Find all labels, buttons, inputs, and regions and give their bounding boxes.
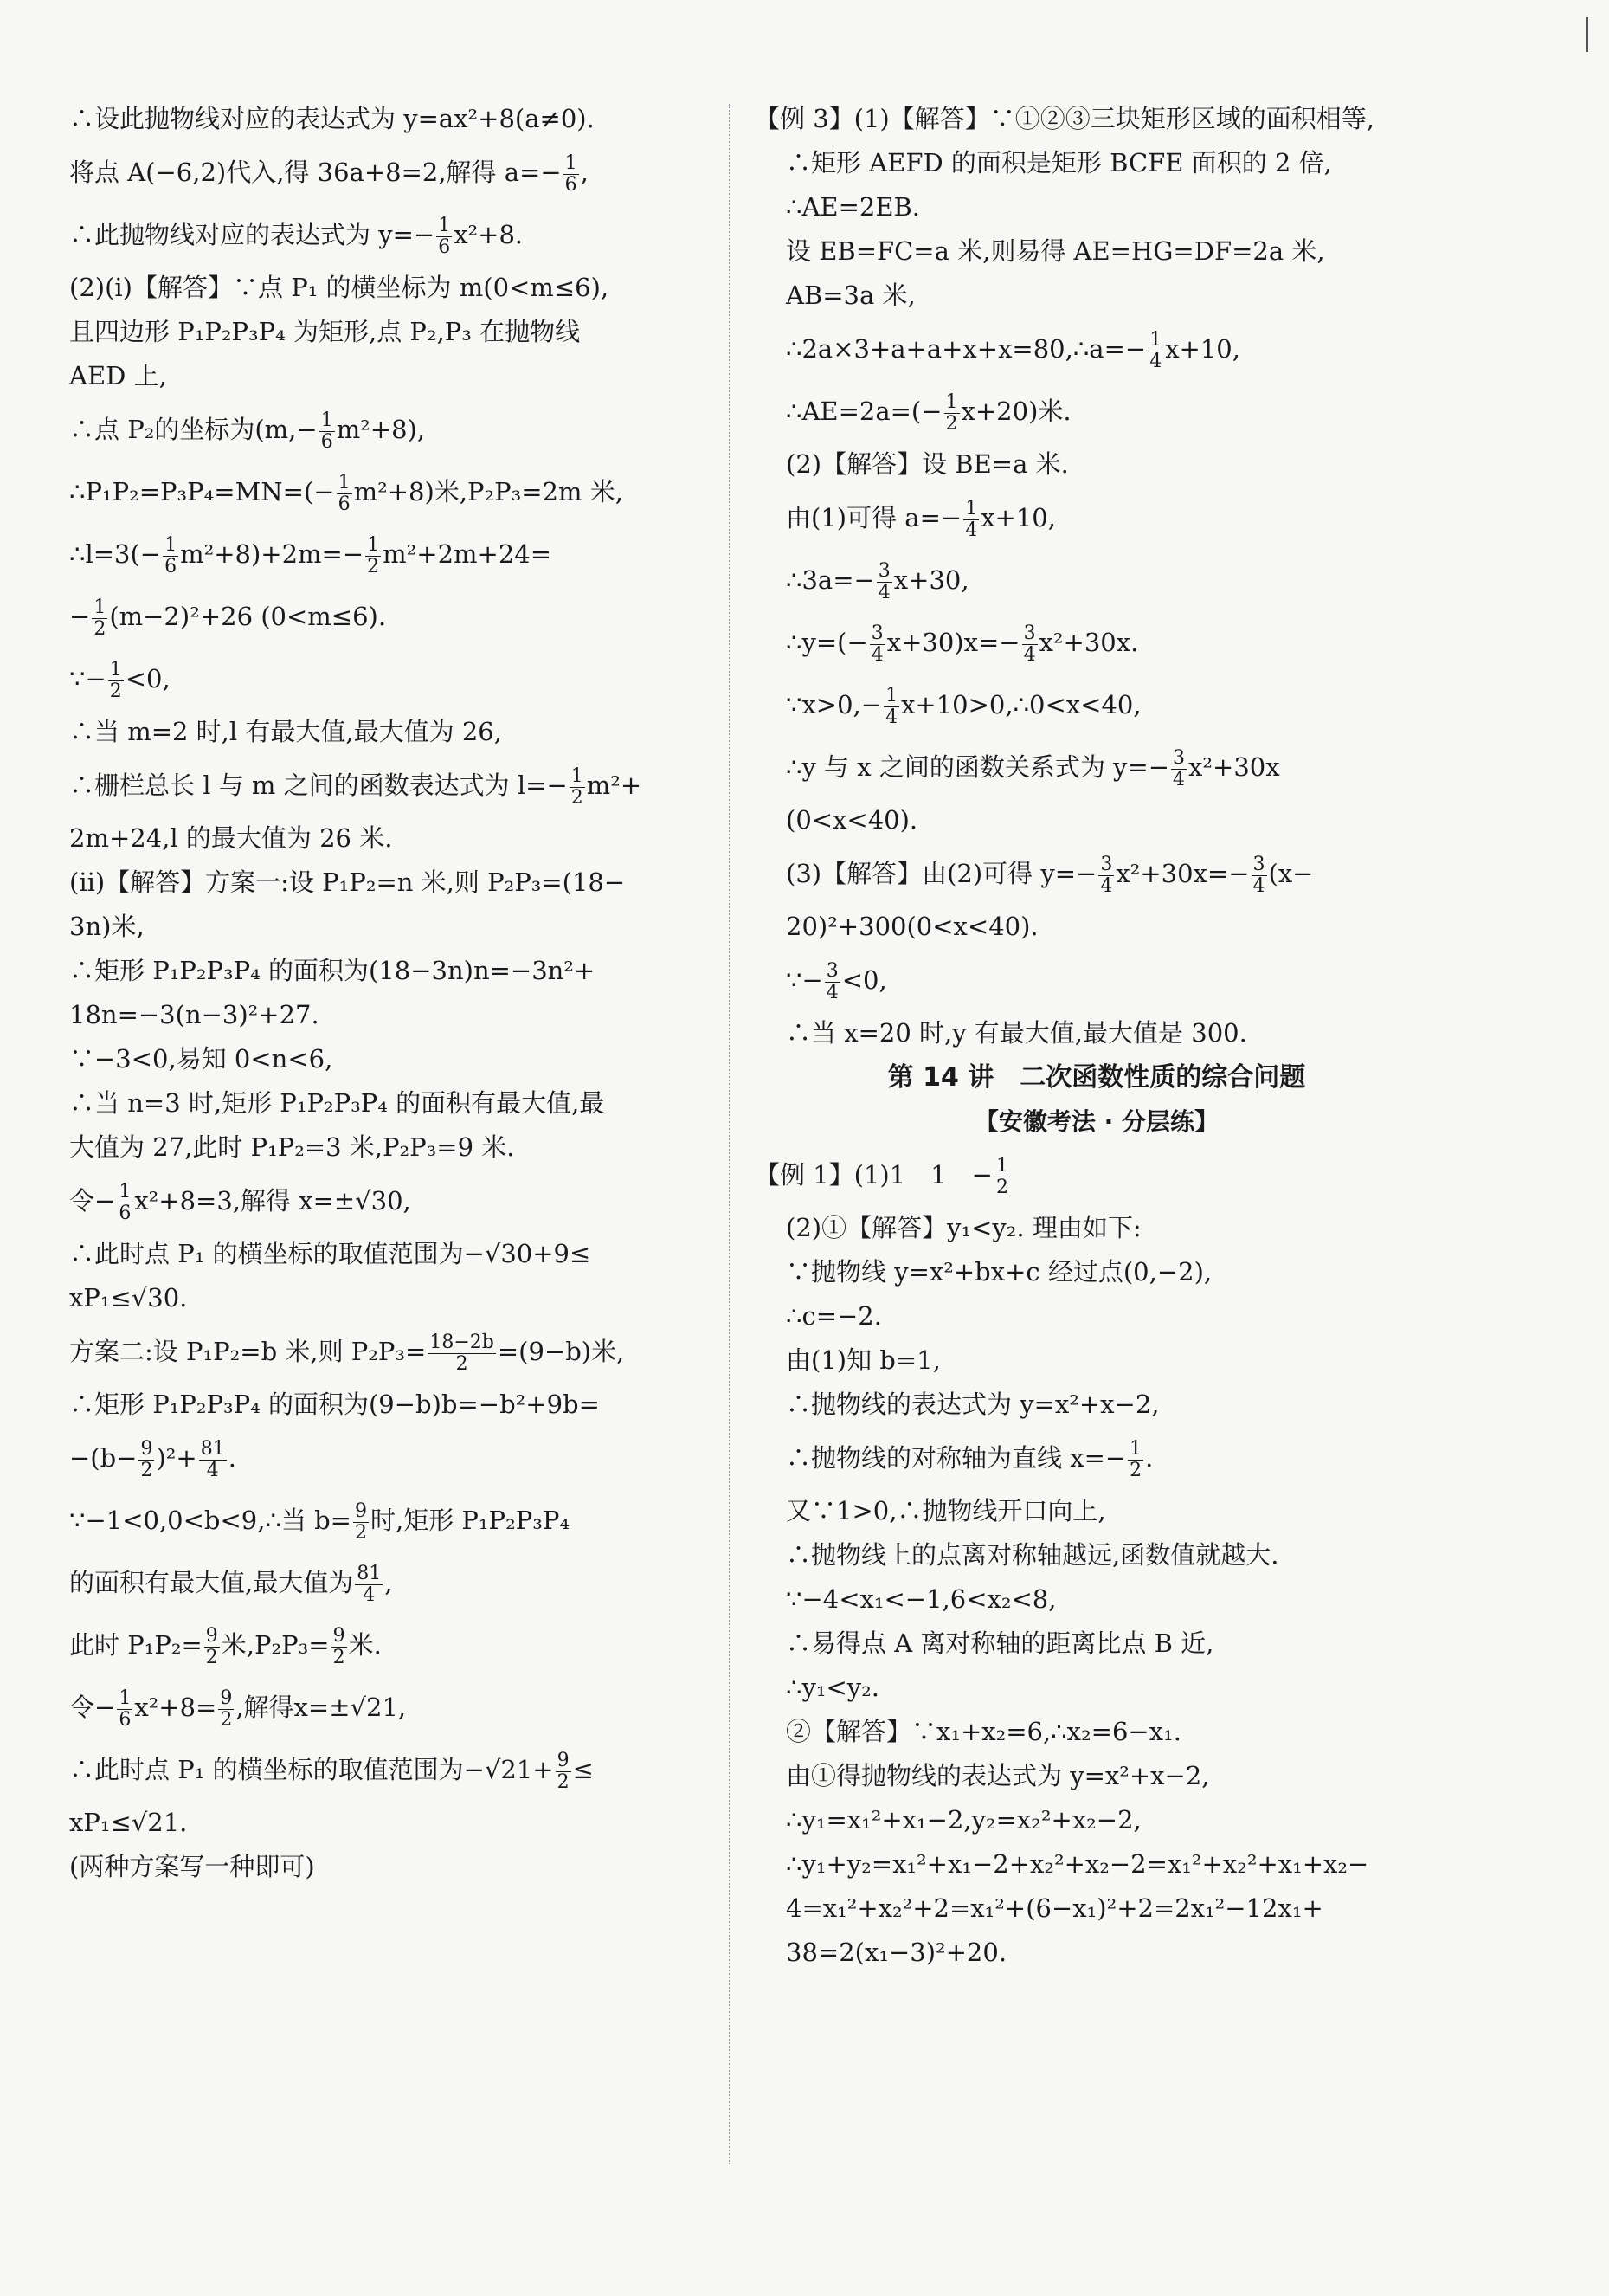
- text-line: 由①得抛物线的表达式为 y=x²+x−2,: [786, 1761, 1210, 1790]
- text-line: (3)【解答】由(2)可得 y=− $\frac{3}{4}$ x²+30x=− $\frac{3}{4}$ (x−: [786, 854, 1314, 897]
- example-1-title: 【例 1】(1)1 1 − $\frac{1}{2}$: [755, 1155, 1008, 1198]
- text-line: ∴抛物线的对称轴为直线 x=− $\frac{1}{2}$ .: [786, 1438, 1154, 1481]
- text-line: ∴3a=− $\frac{3}{4}$ x+30,: [786, 560, 969, 603]
- fraction: $\frac{1}{6}$: [119, 1687, 132, 1731]
- text-line: ∴l=3(− $\frac{1}{6}$ m²+8)+2m=− $\frac{1}{2}$ m²+2m+24=: [69, 534, 552, 577]
- text-line: ∵− $\frac{1}{2}$ <0,: [69, 659, 171, 702]
- fraction: $\frac{3}{4}$: [1252, 854, 1265, 897]
- fraction: $\frac{1}{2}$: [1130, 1438, 1142, 1481]
- column-divider: [729, 104, 730, 2164]
- text-line: ∴c=−2.: [786, 1301, 882, 1331]
- text-line: ∴易得点 A 离对称轴的距离比点 B 近,: [786, 1628, 1214, 1658]
- fraction: $\frac{1}{6}$: [320, 410, 333, 453]
- text-line: ∴此时点 P₁ 的横坐标的取值范围为−√30+9≤: [69, 1239, 591, 1268]
- text-line: (两种方案写一种即可): [69, 1852, 315, 1881]
- text-line: 此时 P₁P₂= $\frac{9}{2}$ 米,P₂P₃= $\frac{9}{2}$ 米.: [69, 1625, 382, 1668]
- text-line: ∴点 P₂的坐标为(m,− $\frac{1}{6}$ m²+8),: [69, 410, 426, 453]
- text-line: ∴y₁<y₂.: [786, 1673, 879, 1702]
- fraction: $\frac{9}{2}$: [557, 1750, 570, 1793]
- text-line: 2m+24,l 的最大值为 26 米.: [69, 823, 393, 853]
- text-line: ∴当 m=2 时,l 有最大值,最大值为 26,: [69, 717, 502, 746]
- text-line: 设 EB=FC=a 米,则易得 AE=HG=DF=2a 米,: [786, 236, 1325, 266]
- fraction: $\frac{1}{2}$: [945, 391, 958, 435]
- text-line: 的面积有最大值,最大值为 $\frac{81}{4}$ ,: [69, 1563, 393, 1606]
- text-line: ∴当 x=20 时,y 有最大值,最大值是 300.: [786, 1018, 1247, 1048]
- fraction: $\frac{18-2b}{2}$: [429, 1332, 494, 1375]
- fraction: $\frac{3}{4}$: [871, 622, 884, 666]
- right-column: [755, 97, 1438, 1975]
- text-line: ∴栅栏总长 l 与 m 之间的函数表达式为 l=− $\frac{1}{2}$ m²+: [69, 765, 642, 809]
- fraction: $\frac{9}{2}$: [220, 1687, 233, 1731]
- text-line: (2)(ⅰ)【解答】∵点 P₁ 的横坐标为 m(0<m≤6),: [69, 273, 609, 302]
- fraction: $\frac{9}{2}$: [140, 1438, 153, 1481]
- text-line: ∴AE=2EB.: [786, 192, 921, 222]
- text-line: ∵−1<0,0<b<9,∴当 b= $\frac{9}{2}$ 时,矩形 P₁P₂P₃P₄: [69, 1500, 570, 1544]
- text-line: AED 上,: [69, 361, 167, 390]
- text-line: 将点 A(−6,2)代入,得 36a+8=2,解得 a=− $\frac{1}{6}$ ,: [69, 152, 589, 196]
- text-line: 令− $\frac{1}{6}$ x²+8= $\frac{9}{2}$ ,解得x=±√21,: [69, 1687, 407, 1731]
- fraction: $\frac{1}{6}$: [338, 472, 351, 515]
- text-line: ∴矩形 AEFD 的面积是矩形 BCFE 面积的 2 倍,: [786, 148, 1332, 177]
- text-line: −(b− $\frac{9}{2}$ )²+ $\frac{81}{4}$ .: [69, 1438, 236, 1481]
- fraction: $\frac{3}{4}$: [826, 960, 839, 1003]
- fraction: $\frac{1}{2}$: [109, 659, 122, 702]
- fraction: $\frac{1}{2}$: [570, 765, 583, 809]
- text-line: ∴AE=2a=(− $\frac{1}{2}$ x+20)米.: [786, 391, 1072, 435]
- fraction: $\frac{1}{4}$: [1149, 329, 1162, 372]
- text-line: ∵−3<0,易知 0<n<6,: [69, 1044, 333, 1074]
- text-line: ∴设此抛物线对应的表达式为 y=ax²+8(a≠0).: [69, 104, 595, 133]
- fraction: $\frac{3}{4}$: [1100, 854, 1113, 897]
- page-edge-mark: [1586, 17, 1588, 52]
- text-line: 由(1)可得 a=− $\frac{1}{4}$ x+10,: [786, 498, 1056, 541]
- text-line: ∴抛物线的表达式为 y=x²+x−2,: [786, 1390, 1160, 1419]
- text-line: ∵x>0,− $\frac{1}{4}$ x+10>0,∴0<x<40,: [786, 685, 1142, 728]
- text-line: ∴当 n=3 时,矩形 P₁P₂P₃P₄ 的面积有最大值,最: [69, 1088, 605, 1118]
- fraction: $\frac{81}{4}$: [357, 1563, 382, 1606]
- text-line: xP₁≤√30.: [69, 1283, 188, 1312]
- text-line: 38=2(x₁−3)²+20.: [786, 1938, 1007, 1967]
- text-line: ∴2a×3+a+a+x+x=80,∴a=− $\frac{1}{4}$ x+10,: [786, 329, 1240, 372]
- fraction: $\frac{1}{4}$: [965, 498, 978, 541]
- fraction: $\frac{81}{4}$: [200, 1438, 225, 1481]
- text-line: 方案二:设 P₁P₂=b 米,则 P₂P₃= $\frac{18-2b}{2}$ =(9−b)米,: [69, 1332, 625, 1375]
- text-line: 由(1)知 b=1,: [786, 1345, 941, 1375]
- left-column: [69, 97, 701, 1889]
- text-line: (0<x<40).: [786, 805, 918, 835]
- fraction: $\frac{1}{2}$: [995, 1155, 1008, 1198]
- text-line: ∵抛物线 y=x²+bx+c 经过点(0,−2),: [786, 1257, 1213, 1287]
- text-line: ∴矩形 P₁P₂P₃P₄ 的面积为(18−3n)n=−3n²+: [69, 956, 595, 985]
- fraction: $\frac{1}{6}$: [564, 152, 577, 196]
- fraction: $\frac{9}{2}$: [332, 1625, 345, 1668]
- text-line: ∴抛物线上的点离对称轴越远,函数值就越大.: [786, 1540, 1279, 1570]
- text-line: 且四边形 P₁P₂P₃P₄ 为矩形,点 P₂,P₃ 在抛物线: [69, 317, 581, 346]
- text-line: ∴P₁P₂=P₃P₄=MN=(− $\frac{1}{6}$ m²+8)米,P₂P₃=2m 米,: [69, 472, 623, 515]
- fraction: $\frac{1}{6}$: [438, 215, 451, 258]
- fraction: $\frac{9}{2}$: [205, 1625, 218, 1668]
- fraction: $\frac{1}{6}$: [119, 1181, 132, 1224]
- text-line: 3n)米,: [69, 912, 145, 941]
- fraction: $\frac{1}{4}$: [885, 685, 898, 728]
- text-line: ∴y₁=x₁²+x₁−2,y₂=x₂²+x₂−2,: [786, 1805, 1142, 1835]
- lecture-heading: 第 14 讲 二次函数性质的综合问题: [887, 1062, 1306, 1093]
- text-line: ②【解答】∵x₁+x₂=6,∴x₂=6−x₁.: [786, 1717, 1181, 1746]
- text-line: (2)【解答】设 BE=a 米.: [786, 449, 1069, 479]
- text-line: 4=x₁²+x₂²+2=x₁²+(6−x₁)²+2=2x₁²−12x₁+: [786, 1893, 1323, 1923]
- text-line: (2)①【解答】y₁<y₂. 理由如下:: [786, 1213, 1142, 1242]
- fraction: $\frac{1}{6}$: [164, 534, 177, 577]
- text-line: xP₁≤√21.: [69, 1808, 188, 1837]
- text-line: 18n=−3(n−3)²+27.: [69, 1000, 319, 1029]
- text-line: 令− $\frac{1}{6}$ x²+8=3,解得 x=±√30,: [69, 1181, 411, 1224]
- text-line: 20)²+300(0<x<40).: [786, 912, 1039, 941]
- example-3-title: 【例 3】(1)【解答】∵①②③三块矩形区域的面积相等,: [755, 104, 1374, 133]
- text-line: ∵− $\frac{3}{4}$ <0,: [786, 960, 887, 1003]
- text-line: ∴此抛物线对应的表达式为 y=− $\frac{1}{6}$ x²+8.: [69, 215, 524, 258]
- text-line: AB=3a 米,: [786, 281, 916, 310]
- section-subheading: 【安徽考法 · 分层练】: [974, 1107, 1220, 1136]
- fraction: $\frac{3}{4}$: [1023, 622, 1036, 666]
- text-line: ∵−4<x₁<−1,6<x₂<8,: [786, 1584, 1057, 1614]
- text-line: ∴矩形 P₁P₂P₃P₄ 的面积为(9−b)b=−b²+9b=: [69, 1390, 600, 1419]
- fraction: $\frac{9}{2}$: [354, 1500, 367, 1544]
- text-line: ∴y=(− $\frac{3}{4}$ x+30)x=− $\frac{3}{4}$ x²+30x.: [786, 622, 1139, 666]
- fraction: $\frac{1}{2}$: [367, 534, 380, 577]
- fraction: $\frac{1}{2}$: [93, 597, 106, 640]
- text-line: 大值为 27,此时 P₁P₂=3 米,P₂P₃=9 米.: [69, 1132, 515, 1162]
- fraction: $\frac{3}{4}$: [1173, 747, 1186, 790]
- text-line: ∴y 与 x 之间的函数关系式为 y=− $\frac{3}{4}$ x²+30x: [786, 747, 1280, 790]
- text-line: (ⅱ)【解答】方案一:设 P₁P₂=n 米,则 P₂P₃=(18−: [69, 867, 626, 897]
- text-line: − $\frac{1}{2}$ (m−2)²+26 (0<m≤6).: [69, 597, 387, 640]
- text-line: ∴此时点 P₁ 的横坐标的取值范围为−√21+ $\frac{9}{2}$ ≤: [69, 1750, 594, 1793]
- fraction: $\frac{3}{4}$: [878, 560, 891, 603]
- text-line: 又∵1>0,∴抛物线开口向上,: [786, 1496, 1106, 1525]
- text-line: ∴y₁+y₂=x₁²+x₁−2+x₂²+x₂−2=x₁²+x₂²+x₁+x₂−: [786, 1849, 1369, 1879]
